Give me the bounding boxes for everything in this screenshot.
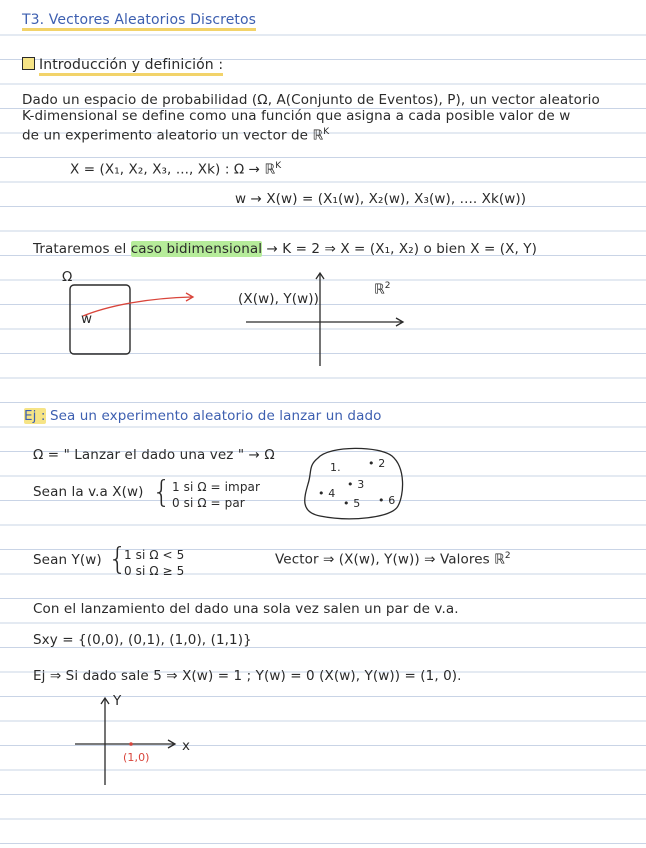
- definition-line-2: K-dimensional se define como una función que asigna a cada posible valor de w: [22, 108, 571, 124]
- dice-number-6: • 6: [378, 494, 396, 507]
- formula-1: X = (X₁, X₂, X₃, ..., Xk) : Ω → ℝ$^K$: [70, 161, 282, 178]
- example-heading: Ej : Sea un experimento aleatorio de lanzar un dado: [24, 408, 382, 424]
- dice-number-2: • 2: [368, 457, 386, 470]
- page-title: T3. Vectores Aleatorios Discretos: [22, 11, 256, 29]
- section-heading: Introducción y definición :: [22, 56, 223, 74]
- va-x-case-1: 1 si Ω = impar: [172, 480, 261, 494]
- r2-label: ℝ$^2$: [374, 281, 391, 298]
- formula-2: w → X(w) = (X₁(w), X₂(w), X₃(w), .... Xk(w)): [235, 191, 527, 207]
- definition-line-1: Dado un espacio de probabilidad (Ω, A(Conjunto de Eventos), P), un vector aleatorio: [22, 92, 600, 108]
- point-1-0: [129, 742, 133, 746]
- example-2: Ej ⇒ Si dado sale 5 ⇒ X(w) = 1 ; Y(w) = 0 (X(w), Y(w)) = (1, 0).: [33, 668, 462, 684]
- dice-number-1: 1.: [330, 461, 341, 474]
- omega-label: Ω: [62, 269, 73, 285]
- va-y-prefix: Sean Y(w): [33, 552, 102, 568]
- omega-definition: Ω = " Lanzar el dado una vez " → Ω: [33, 447, 275, 463]
- va-y-case-1: 1 si Ω < 5: [124, 548, 185, 562]
- point-label: (X(w), Y(w)): [238, 291, 319, 307]
- launch-line: Con el lanzamiento del dado una sola vez salen un par de v.a.: [33, 601, 459, 617]
- dice-number-3: • 3: [347, 478, 365, 491]
- dice-number-5: • 5: [343, 497, 361, 510]
- sxy-set: Sxy = {(0,0), (0,1), (1,0), (1,1)}: [33, 632, 252, 648]
- bidimensional-line: Trataremos el caso bidimensional → K = 2 ⇒ X = (X₁, X₂) o bien X = (X, Y): [33, 241, 537, 257]
- dice-number-4: • 4: [318, 487, 336, 500]
- y-axis-label: Y: [113, 693, 122, 709]
- brace-icon: {: [152, 475, 172, 510]
- va-y-case-2: 0 si Ω ≥ 5: [124, 564, 185, 578]
- brace-icon-2: {: [108, 542, 128, 577]
- vector-line: Vector ⇒ (X(w), Y(w)) ⇒ Valores ℝ$^2$: [275, 551, 511, 568]
- va-x-case-2: 0 si Ω = par: [172, 496, 245, 510]
- x-axis-label: x: [182, 738, 191, 754]
- highlight-caso-bidimensional: caso bidimensional: [130, 241, 263, 257]
- definition-line-3: de un experimento aleatorio un vector de ℝ$^K$: [22, 127, 330, 144]
- point-label-1-0: (1,0): [123, 751, 150, 764]
- va-x-prefix: Sean la v.a X(w): [33, 484, 144, 500]
- w-label: w: [81, 311, 93, 327]
